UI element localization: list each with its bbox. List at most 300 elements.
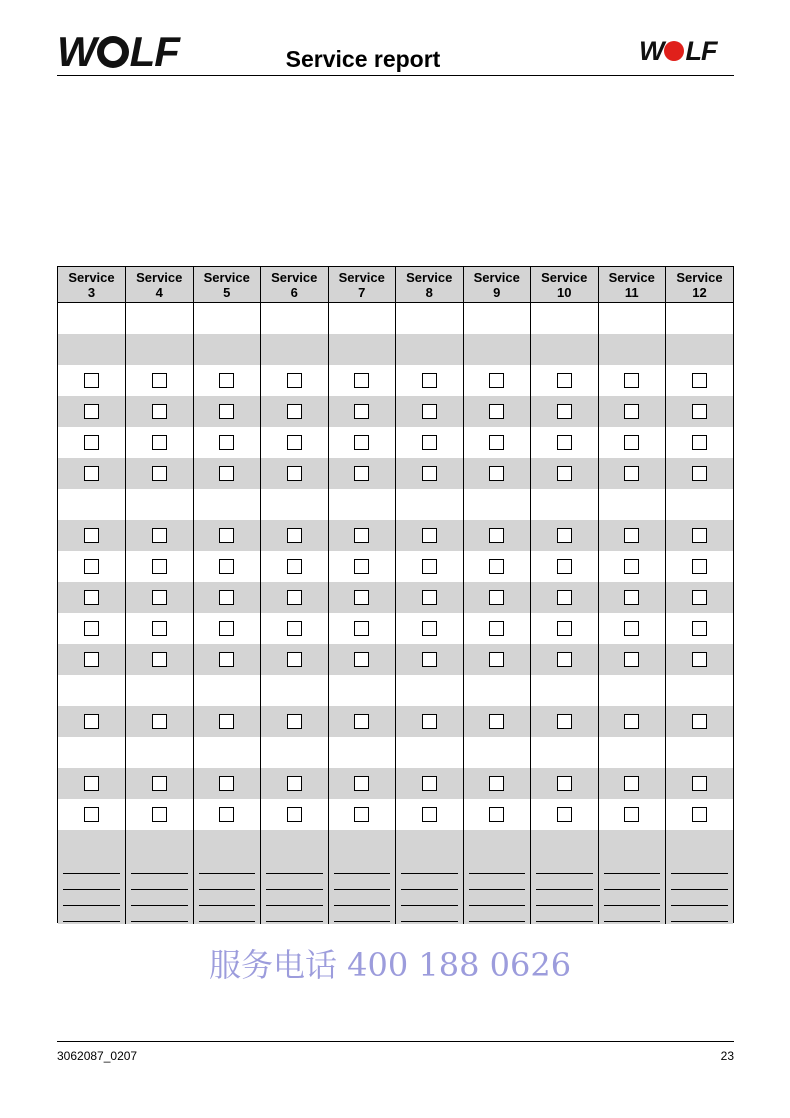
table-cell bbox=[328, 799, 396, 830]
note-line bbox=[131, 873, 188, 874]
checkbox[interactable] bbox=[489, 528, 504, 543]
notes-row bbox=[58, 830, 733, 924]
column-header-label: Service bbox=[406, 269, 453, 285]
checkbox[interactable] bbox=[557, 776, 572, 791]
table-cell bbox=[193, 303, 261, 335]
table-cell bbox=[531, 334, 599, 365]
table-cell bbox=[463, 427, 531, 458]
checkbox[interactable] bbox=[692, 373, 707, 388]
table-cell bbox=[126, 551, 194, 582]
checkbox[interactable] bbox=[84, 621, 99, 636]
table-row bbox=[58, 303, 733, 335]
checkbox[interactable] bbox=[692, 466, 707, 481]
checkbox[interactable] bbox=[489, 466, 504, 481]
checkbox[interactable] bbox=[489, 590, 504, 605]
note-line bbox=[604, 873, 661, 874]
checkbox[interactable] bbox=[489, 559, 504, 574]
table-cell bbox=[328, 334, 396, 365]
table-cell bbox=[261, 644, 329, 675]
checkbox[interactable] bbox=[287, 652, 302, 667]
checkbox[interactable] bbox=[152, 435, 167, 450]
checkbox[interactable] bbox=[624, 714, 639, 729]
table-cell bbox=[261, 520, 329, 551]
checkbox[interactable] bbox=[489, 807, 504, 822]
table-row bbox=[58, 520, 733, 551]
notes-cell[interactable] bbox=[193, 830, 261, 924]
checkbox[interactable] bbox=[219, 714, 234, 729]
column-header-number: 8 bbox=[425, 284, 433, 300]
table-cell bbox=[58, 365, 126, 396]
table-cell bbox=[531, 644, 599, 675]
table-cell bbox=[328, 551, 396, 582]
table-cell bbox=[598, 489, 666, 520]
checkbox[interactable] bbox=[557, 621, 572, 636]
table-cell bbox=[666, 458, 734, 489]
checkbox[interactable] bbox=[557, 528, 572, 543]
checkbox[interactable] bbox=[422, 435, 437, 450]
table-cell bbox=[598, 427, 666, 458]
table-cell bbox=[598, 582, 666, 613]
table-cell bbox=[328, 582, 396, 613]
checkbox[interactable] bbox=[287, 807, 302, 822]
table-cell bbox=[666, 303, 734, 335]
checkbox[interactable] bbox=[489, 621, 504, 636]
table-cell bbox=[193, 799, 261, 830]
checkbox[interactable] bbox=[692, 590, 707, 605]
note-line bbox=[469, 921, 526, 922]
table-row bbox=[58, 675, 733, 706]
table-cell bbox=[463, 334, 531, 365]
note-line bbox=[334, 905, 391, 906]
table-cell bbox=[261, 675, 329, 706]
table-cell bbox=[396, 427, 464, 458]
checkbox[interactable] bbox=[152, 807, 167, 822]
table-row bbox=[58, 396, 733, 427]
note-line bbox=[63, 889, 120, 890]
checkbox[interactable] bbox=[557, 373, 572, 388]
table-row bbox=[58, 365, 733, 396]
checkbox[interactable] bbox=[152, 466, 167, 481]
table-cell bbox=[666, 396, 734, 427]
table-cell bbox=[261, 303, 329, 335]
table-cell bbox=[126, 427, 194, 458]
table-cell bbox=[328, 737, 396, 768]
table-cell bbox=[261, 706, 329, 737]
checkbox[interactable] bbox=[624, 559, 639, 574]
note-line bbox=[401, 873, 458, 874]
notes-cell[interactable] bbox=[261, 830, 329, 924]
checkbox[interactable] bbox=[354, 652, 369, 667]
checkbox[interactable] bbox=[219, 776, 234, 791]
checkbox[interactable] bbox=[84, 373, 99, 388]
table-cell bbox=[598, 675, 666, 706]
column-header-number: 6 bbox=[290, 284, 298, 300]
table-cell bbox=[261, 613, 329, 644]
checkbox[interactable] bbox=[152, 714, 167, 729]
table-cell bbox=[666, 799, 734, 830]
checkbox[interactable] bbox=[692, 404, 707, 419]
table-cell bbox=[598, 334, 666, 365]
table-cell bbox=[261, 582, 329, 613]
table-cell bbox=[126, 303, 194, 335]
table-cell bbox=[328, 520, 396, 551]
table-cell bbox=[193, 396, 261, 427]
note-line bbox=[266, 889, 323, 890]
checkbox[interactable] bbox=[287, 714, 302, 729]
checkbox[interactable] bbox=[692, 528, 707, 543]
checkbox[interactable] bbox=[624, 652, 639, 667]
table-cell bbox=[531, 458, 599, 489]
checkbox[interactable] bbox=[287, 776, 302, 791]
column-header-label: Service bbox=[136, 269, 183, 285]
table-cell bbox=[666, 613, 734, 644]
table-cell bbox=[396, 644, 464, 675]
checkbox[interactable] bbox=[287, 621, 302, 636]
checkbox[interactable] bbox=[84, 807, 99, 822]
checkbox[interactable] bbox=[84, 776, 99, 791]
checkbox[interactable] bbox=[422, 652, 437, 667]
note-line bbox=[604, 905, 661, 906]
checkbox[interactable] bbox=[84, 559, 99, 574]
note-line bbox=[671, 873, 728, 874]
checkbox[interactable] bbox=[152, 528, 167, 543]
table-cell bbox=[598, 706, 666, 737]
checkbox[interactable] bbox=[84, 466, 99, 481]
table-row bbox=[58, 582, 733, 613]
table-cell bbox=[328, 489, 396, 520]
notes-cell[interactable] bbox=[126, 830, 194, 924]
wolf-logo-letters: W bbox=[57, 28, 96, 75]
table-cell bbox=[666, 427, 734, 458]
checkbox[interactable] bbox=[557, 435, 572, 450]
checkbox[interactable] bbox=[84, 528, 99, 543]
table-cell bbox=[463, 303, 531, 335]
table-cell bbox=[531, 303, 599, 335]
table-cell bbox=[261, 768, 329, 799]
table-cell bbox=[396, 365, 464, 396]
table-cell bbox=[598, 644, 666, 675]
service-table bbox=[58, 267, 733, 924]
checkbox[interactable] bbox=[692, 559, 707, 574]
column-header-service-4 bbox=[126, 267, 194, 303]
note-line bbox=[266, 905, 323, 906]
table-cell bbox=[531, 737, 599, 768]
table-cell bbox=[531, 427, 599, 458]
checkbox[interactable] bbox=[489, 714, 504, 729]
checkbox[interactable] bbox=[692, 621, 707, 636]
note-line bbox=[334, 921, 391, 922]
checkbox[interactable] bbox=[152, 559, 167, 574]
table-cell bbox=[531, 396, 599, 427]
checkbox[interactable] bbox=[354, 559, 369, 574]
checkbox[interactable] bbox=[152, 621, 167, 636]
table-cell bbox=[463, 582, 531, 613]
checkbox[interactable] bbox=[489, 435, 504, 450]
table-cell bbox=[531, 768, 599, 799]
checkbox[interactable] bbox=[354, 714, 369, 729]
checkbox[interactable] bbox=[219, 373, 234, 388]
checkbox[interactable] bbox=[219, 807, 234, 822]
column-header-service-3 bbox=[58, 267, 126, 303]
checkbox[interactable] bbox=[557, 590, 572, 605]
note-line bbox=[334, 873, 391, 874]
checkbox[interactable] bbox=[354, 528, 369, 543]
checkbox[interactable] bbox=[287, 404, 302, 419]
checkbox[interactable] bbox=[152, 404, 167, 419]
checkbox[interactable] bbox=[84, 435, 99, 450]
column-header-label: Service bbox=[68, 269, 115, 285]
hotline-watermark: 服务电话 400 188 0626 bbox=[208, 946, 572, 984]
checkbox[interactable] bbox=[287, 435, 302, 450]
table-row bbox=[58, 489, 733, 520]
table-cell bbox=[396, 520, 464, 551]
note-line bbox=[334, 889, 391, 890]
checkbox[interactable] bbox=[692, 652, 707, 667]
checkbox[interactable] bbox=[422, 807, 437, 822]
checkbox[interactable] bbox=[422, 466, 437, 481]
checkbox[interactable] bbox=[422, 559, 437, 574]
checkbox[interactable] bbox=[84, 714, 99, 729]
notes-cell[interactable] bbox=[396, 830, 464, 924]
table-cell bbox=[193, 551, 261, 582]
table-cell bbox=[666, 644, 734, 675]
note-line bbox=[469, 905, 526, 906]
table-cell bbox=[666, 706, 734, 737]
checkbox[interactable] bbox=[489, 373, 504, 388]
table-cell bbox=[598, 613, 666, 644]
checkbox[interactable] bbox=[624, 373, 639, 388]
table-cell bbox=[598, 365, 666, 396]
table-cell bbox=[193, 334, 261, 365]
checkbox[interactable] bbox=[287, 559, 302, 574]
checkbox[interactable] bbox=[219, 404, 234, 419]
table-cell bbox=[126, 458, 194, 489]
checkbox[interactable] bbox=[152, 652, 167, 667]
note-line bbox=[199, 905, 256, 906]
note-line bbox=[131, 921, 188, 922]
table-cell bbox=[193, 706, 261, 737]
column-header-service-5 bbox=[193, 267, 261, 303]
table-cell bbox=[666, 551, 734, 582]
checkbox[interactable] bbox=[624, 621, 639, 636]
checkbox[interactable] bbox=[219, 559, 234, 574]
checkbox[interactable] bbox=[489, 404, 504, 419]
table-cell bbox=[58, 489, 126, 520]
note-line bbox=[469, 873, 526, 874]
table-cell bbox=[328, 365, 396, 396]
checkbox[interactable] bbox=[219, 652, 234, 667]
table-cell bbox=[328, 706, 396, 737]
checkbox[interactable] bbox=[557, 714, 572, 729]
checkbox[interactable] bbox=[422, 776, 437, 791]
checkbox[interactable] bbox=[557, 559, 572, 574]
checkbox[interactable] bbox=[152, 373, 167, 388]
table-cell bbox=[666, 737, 734, 768]
checkbox[interactable] bbox=[422, 528, 437, 543]
table-cell bbox=[598, 737, 666, 768]
checkbox[interactable] bbox=[422, 373, 437, 388]
checkbox[interactable] bbox=[84, 404, 99, 419]
table-cell bbox=[58, 551, 126, 582]
checkbox[interactable] bbox=[219, 621, 234, 636]
table-cell bbox=[531, 489, 599, 520]
table-cell bbox=[261, 551, 329, 582]
column-header-label: Service bbox=[676, 269, 723, 285]
table-cell bbox=[193, 458, 261, 489]
column-header-number: 3 bbox=[87, 284, 96, 300]
note-line bbox=[536, 873, 593, 874]
table-cell bbox=[58, 458, 126, 489]
checkbox[interactable] bbox=[219, 590, 234, 605]
checkbox[interactable] bbox=[84, 590, 99, 605]
table-cell bbox=[193, 737, 261, 768]
column-header-label: Service bbox=[338, 269, 385, 285]
checkbox[interactable] bbox=[422, 714, 437, 729]
notes-cell[interactable] bbox=[58, 830, 126, 924]
table-cell bbox=[463, 396, 531, 427]
column-header-number: 5 bbox=[223, 284, 231, 300]
table-row bbox=[58, 334, 733, 365]
table-row bbox=[58, 768, 733, 799]
checkbox[interactable] bbox=[489, 776, 504, 791]
table-cell bbox=[261, 489, 329, 520]
checkbox[interactable] bbox=[557, 807, 572, 822]
notes-cell[interactable] bbox=[666, 830, 734, 924]
note-line bbox=[131, 905, 188, 906]
table-cell bbox=[58, 582, 126, 613]
checkbox[interactable] bbox=[287, 373, 302, 388]
document-number: 3062087_0207 bbox=[57, 1049, 138, 1063]
notes-cell[interactable] bbox=[463, 830, 531, 924]
table-cell bbox=[193, 613, 261, 644]
table-cell bbox=[126, 334, 194, 365]
table-cell bbox=[58, 768, 126, 799]
page-title: Service report bbox=[285, 46, 441, 72]
table-cell bbox=[58, 706, 126, 737]
table-cell bbox=[666, 489, 734, 520]
checkbox[interactable] bbox=[84, 652, 99, 667]
checkbox[interactable] bbox=[354, 466, 369, 481]
note-line bbox=[63, 921, 120, 922]
checkbox[interactable] bbox=[354, 404, 369, 419]
table-cell bbox=[328, 644, 396, 675]
checkbox[interactable] bbox=[692, 776, 707, 791]
table-cell bbox=[463, 644, 531, 675]
checkbox[interactable] bbox=[354, 435, 369, 450]
table-cell bbox=[261, 427, 329, 458]
table-cell bbox=[126, 799, 194, 830]
checkbox[interactable] bbox=[354, 373, 369, 388]
note-line bbox=[131, 889, 188, 890]
checkbox[interactable] bbox=[354, 621, 369, 636]
notes-cell[interactable] bbox=[598, 830, 666, 924]
table-cell bbox=[126, 768, 194, 799]
checkbox[interactable] bbox=[624, 776, 639, 791]
checkbox[interactable] bbox=[624, 590, 639, 605]
checkbox[interactable] bbox=[354, 776, 369, 791]
checkbox[interactable] bbox=[557, 652, 572, 667]
checkbox[interactable] bbox=[624, 435, 639, 450]
footer-rule bbox=[57, 1041, 734, 1042]
column-header-number: 7 bbox=[358, 284, 366, 300]
table-cell bbox=[126, 706, 194, 737]
column-header-label: Service bbox=[608, 269, 655, 285]
table-cell bbox=[666, 365, 734, 396]
column-header-service-9 bbox=[463, 267, 531, 303]
checkbox[interactable] bbox=[557, 404, 572, 419]
table-cell bbox=[58, 675, 126, 706]
checkbox[interactable] bbox=[287, 466, 302, 481]
checkbox[interactable] bbox=[152, 590, 167, 605]
checkbox[interactable] bbox=[422, 621, 437, 636]
table-cell bbox=[58, 644, 126, 675]
checkbox[interactable] bbox=[624, 528, 639, 543]
table-cell bbox=[261, 458, 329, 489]
checkbox[interactable] bbox=[354, 807, 369, 822]
table-cell bbox=[193, 675, 261, 706]
column-header-label: Service bbox=[473, 269, 520, 285]
checkbox[interactable] bbox=[692, 435, 707, 450]
checkbox[interactable] bbox=[692, 714, 707, 729]
note-line bbox=[199, 921, 256, 922]
checkbox[interactable] bbox=[624, 404, 639, 419]
column-header-label: Service bbox=[271, 269, 318, 285]
checkbox[interactable] bbox=[624, 807, 639, 822]
table-row bbox=[58, 644, 733, 675]
table-cell bbox=[531, 675, 599, 706]
table-cell bbox=[261, 334, 329, 365]
table-cell bbox=[396, 396, 464, 427]
table-cell bbox=[58, 520, 126, 551]
column-header-number: 11 bbox=[624, 284, 639, 300]
checkbox[interactable] bbox=[354, 590, 369, 605]
checkbox[interactable] bbox=[692, 807, 707, 822]
table-cell bbox=[396, 706, 464, 737]
table-cell bbox=[463, 551, 531, 582]
notes-cell[interactable] bbox=[531, 830, 599, 924]
table-cell bbox=[193, 768, 261, 799]
table-cell bbox=[531, 799, 599, 830]
checkbox[interactable] bbox=[489, 652, 504, 667]
table-row bbox=[58, 737, 733, 768]
table-cell bbox=[396, 613, 464, 644]
checkbox[interactable] bbox=[422, 590, 437, 605]
table-cell bbox=[328, 613, 396, 644]
table-cell bbox=[261, 737, 329, 768]
checkbox[interactable] bbox=[287, 590, 302, 605]
checkbox[interactable] bbox=[287, 528, 302, 543]
table-cell bbox=[666, 334, 734, 365]
table-cell bbox=[531, 706, 599, 737]
checkbox[interactable] bbox=[624, 466, 639, 481]
checkbox[interactable] bbox=[219, 528, 234, 543]
checkbox[interactable] bbox=[219, 435, 234, 450]
table-cell bbox=[531, 582, 599, 613]
note-line bbox=[401, 905, 458, 906]
checkbox[interactable] bbox=[152, 776, 167, 791]
checkbox[interactable] bbox=[219, 466, 234, 481]
table-cell bbox=[328, 458, 396, 489]
notes-cell[interactable] bbox=[328, 830, 396, 924]
table-cell bbox=[396, 582, 464, 613]
table-cell bbox=[58, 427, 126, 458]
checkbox[interactable] bbox=[557, 466, 572, 481]
table-cell bbox=[463, 365, 531, 396]
checkbox[interactable] bbox=[422, 404, 437, 419]
table-cell bbox=[328, 303, 396, 335]
table-cell bbox=[666, 675, 734, 706]
note-line bbox=[604, 889, 661, 890]
